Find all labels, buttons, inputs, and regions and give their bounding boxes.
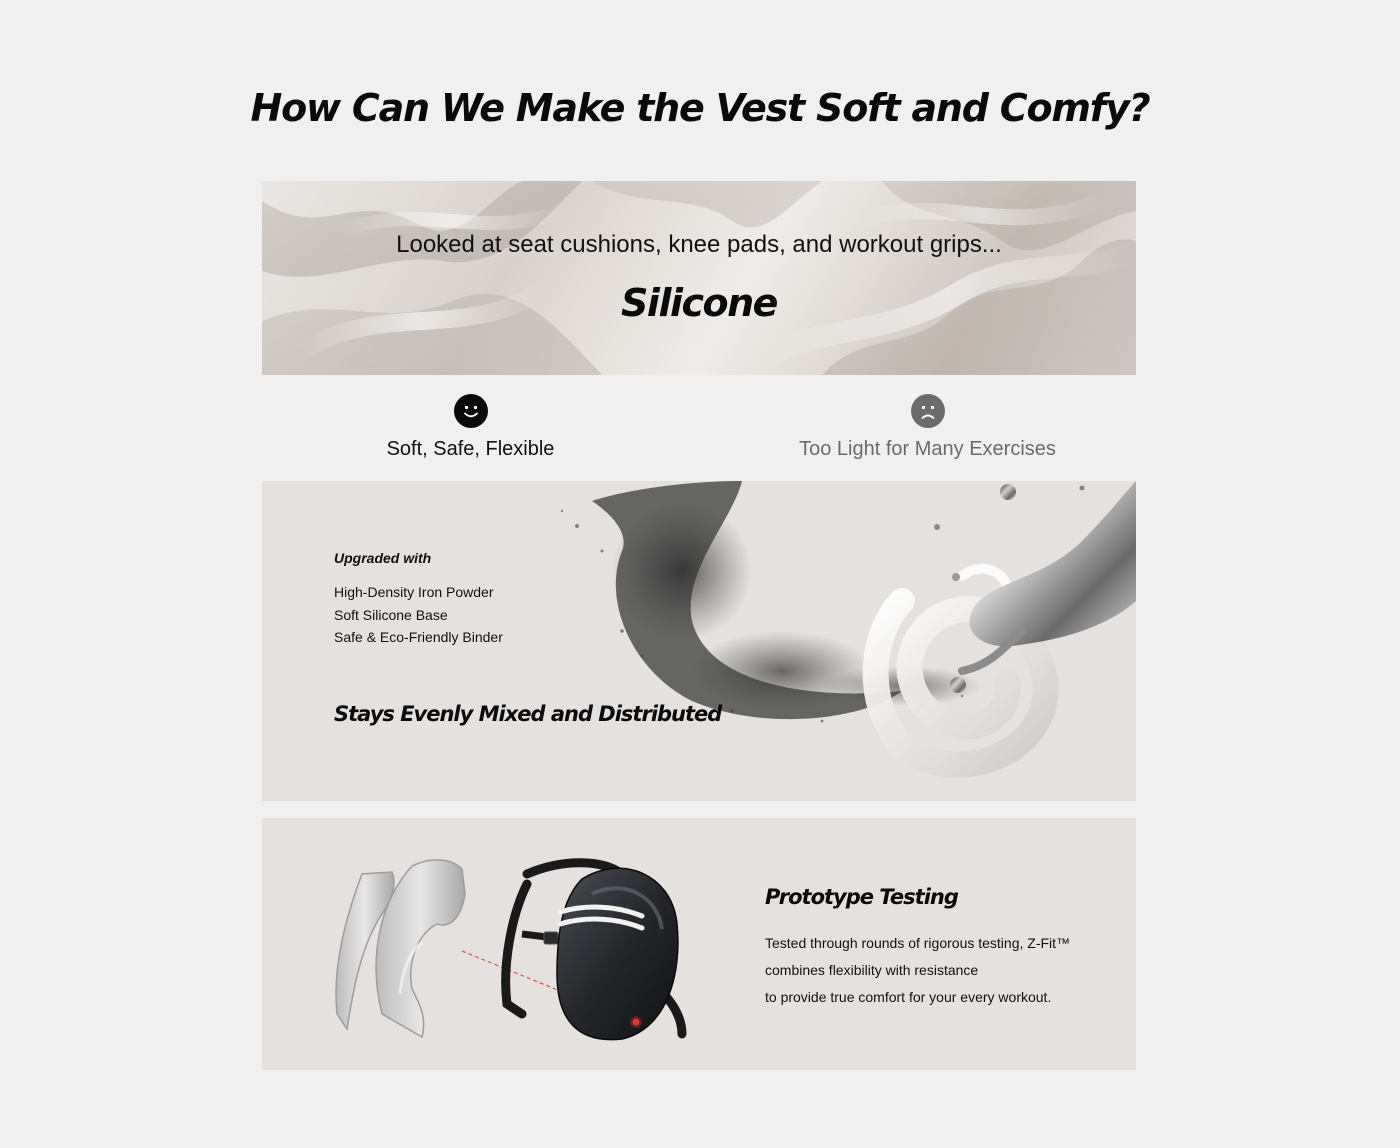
con-label: Too Light for Many Exercises	[799, 438, 1056, 460]
banner-material-title: Silicone	[621, 281, 777, 325]
upgrade-tagline: Stays Evenly Mixed and Distributed	[334, 702, 722, 726]
pro-label: Soft, Safe, Flexible	[386, 438, 555, 460]
sad-face-icon	[911, 394, 945, 428]
prototype-description-line: to provide true comfort for your every workout.	[765, 989, 1052, 1005]
prototype-description-line: Tested through rounds of rigorous testing, Z-Fit™	[765, 935, 1071, 951]
upgrade-list-item: High-Density Iron Powder	[334, 584, 494, 600]
prototype-panel	[262, 818, 1136, 1070]
upgrade-list-item: Soft Silicone Base	[334, 606, 448, 623]
upgrade-list	[334, 581, 503, 649]
smiley-face-icon	[454, 394, 488, 428]
upgrade-heading: Upgraded with	[334, 550, 432, 566]
silicone-banner	[262, 181, 1136, 375]
vest-prototype-image	[322, 854, 702, 1044]
prototype-description-line: combines flexibility with resistance	[765, 962, 979, 978]
con-item	[709, 394, 1146, 461]
prototype-title: Prototype Testing	[765, 885, 958, 909]
prototype-description	[765, 930, 1070, 1011]
pro-item	[252, 394, 689, 461]
silicone-texture-image	[262, 181, 1136, 375]
banner-intro-text: Looked at seat cushions, knee pads, and workout grips...	[396, 231, 1002, 258]
upgrade-list-item: Safe & Eco-Friendly Binder	[334, 629, 503, 645]
upgrade-panel	[262, 481, 1136, 801]
page-title: How Can We Make the Vest Soft and Comfy?	[250, 86, 1150, 130]
